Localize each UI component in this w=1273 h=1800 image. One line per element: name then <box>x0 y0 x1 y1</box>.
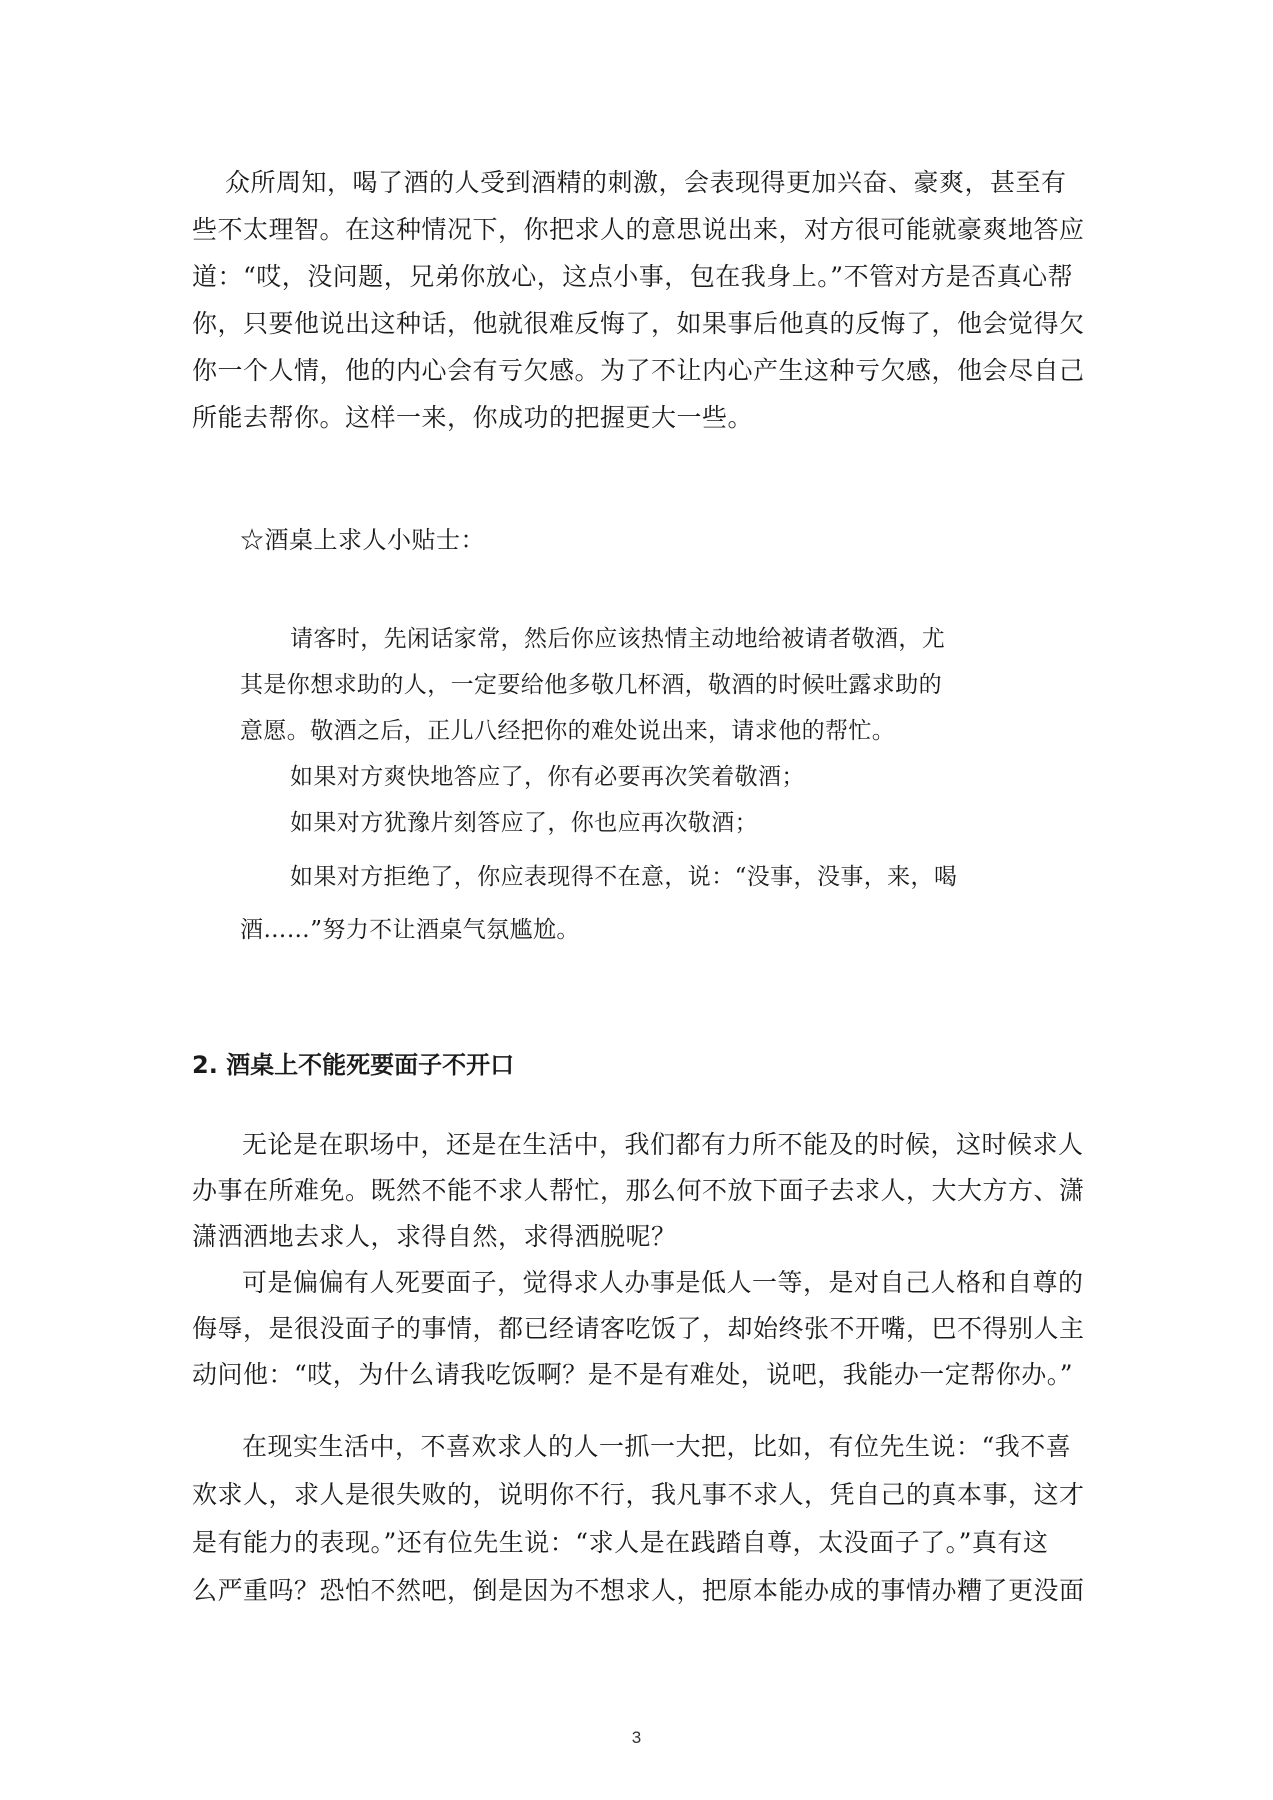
tips-line-5: 如果对方犹豫片刻答应了，你也应再次敬酒； <box>290 810 758 836</box>
paragraph-1-line-4: 你，只要他说出这种话，他就很难反悔了，如果事后他真的反悔了，他会觉得欠 <box>192 309 1085 338</box>
paragraph-1-line-2: 些不太理智。在这种情况下，你把求人的意思说出来，对方很可能就豪爽地答应 <box>192 215 1085 244</box>
paragraph-1-line-3: 道：“哎，没问题，兄弟你放心，这点小事，包在我身上。”不管对方是否真心帮 <box>192 262 1074 291</box>
section-heading: 2. 酒桌上不能死要面子不开口 <box>192 1051 515 1079</box>
paragraph-2-line-2: 办事在所难免。既然不能不求人帮忙，那么何不放下面子去求人，大大方方、潇 <box>192 1176 1085 1205</box>
paragraph-1-line-1: 众所周知，喝了酒的人受到酒精的刺激，会表现得更加兴奋、豪爽，甚至有 <box>225 168 1067 197</box>
paragraph-2-line-3: 潇洒洒地去求人，求得自然，求得洒脱呢？ <box>192 1222 677 1251</box>
tips-line-7: 酒……”努力不让酒桌气氛尴尬。 <box>240 917 580 943</box>
tips-line-6: 如果对方拒绝了，你应表现得不在意，说：“没事，没事，来，喝 <box>290 864 958 890</box>
paragraph-1-line-5: 你一个人情，他的内心会有亏欠感。为了不让内心产生这种亏欠感，他会尽自己 <box>192 356 1085 385</box>
tips-line-1: 请客时，先闲话家常，然后你应该热情主动地给被请者敬酒，尤 <box>290 626 946 652</box>
paragraph-4-line-1: 在现实生活中，不喜欢求人的人一抓一大把，比如，有位先生说：“我不喜 <box>242 1432 1072 1461</box>
paragraph-4-line-2: 欢求人，求人是很失败的，说明你不行，我凡事不求人，凭自己的真本事，这才 <box>192 1480 1085 1509</box>
tips-line-2: 其是你想求助的人，一定要给他多敬几杯酒，敬酒的时候吐露求助的 <box>240 672 942 698</box>
paragraph-3-line-3: 动问他：“哎，为什么请我吃饭啊？是不是有难处，说吧，我能办一定帮你办。” <box>192 1360 1074 1389</box>
paragraph-1-line-6: 所能去帮你。这样一来，你成功的把握更大一些。 <box>192 403 754 432</box>
page-number: 3 <box>631 1728 642 1747</box>
paragraph-4-line-4: 么严重吗？恐怕不然吧，倒是因为不想求人，把原本能办成的事情办糟了更没面 <box>192 1576 1085 1605</box>
paragraph-3-line-1: 可是偏偏有人死要面子，觉得求人办事是低人一等，是对自己人格和自尊的 <box>242 1268 1084 1297</box>
paragraph-3-line-2: 侮辱，是很没面子的事情，都已经请客吃饭了，却始终张不开嘴，巴不得别人主 <box>192 1314 1085 1343</box>
paragraph-2-line-1: 无论是在职场中，还是在生活中，我们都有力所不能及的时候，这时候求人 <box>242 1130 1084 1159</box>
tips-heading: ☆酒桌上求人小贴士： <box>240 526 485 554</box>
tips-line-3: 意愿。敬酒之后，正儿八经把你的难处说出来，请求他的帮忙。 <box>240 718 896 744</box>
paragraph-4-line-3: 是有能力的表现。”还有位先生说：“求人是在践踏自尊，太没面子了。”真有这 <box>192 1528 1049 1557</box>
tips-line-4: 如果对方爽快地答应了，你有必要再次笑着敬酒； <box>290 764 805 790</box>
